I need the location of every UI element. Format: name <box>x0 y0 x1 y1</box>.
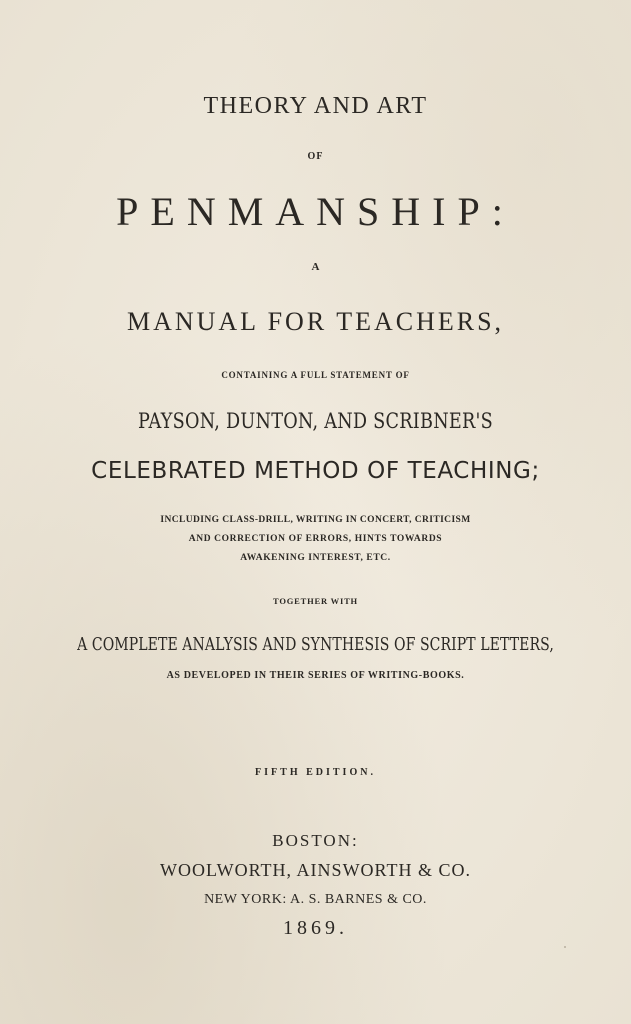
title-line-of: OF <box>307 151 324 162</box>
line-containing-statement: CONTAINING A FULL STATEMENT OF <box>221 370 410 380</box>
title-line-a: A <box>311 261 320 273</box>
imprint-new-york: NEW YORK: A. S. BARNES & CO. <box>204 892 427 907</box>
line-celebrated-method: CELEBRATED METHOD OF TEACHING; <box>91 458 540 484</box>
title-line-theory-and-art: THEORY AND ART <box>203 93 428 119</box>
line-together-with: TOGETHER WITH <box>273 596 358 606</box>
paper-speck <box>564 946 566 948</box>
imprint-year: 1869. <box>283 917 348 939</box>
edition-statement: FIFTH EDITION. <box>255 767 376 778</box>
line-as-developed: AS DEVELOPED IN THEIR SERIES OF WRITING-BOOKS. <box>166 670 465 681</box>
line-complete-analysis: A COMPLETE ANALYSIS AND SYNTHESIS OF SCRIPT LETTERS, <box>77 634 554 655</box>
main-title-penmanship: PENMANSHIP: <box>116 189 515 234</box>
imprint-publisher: WOOLWORTH, AINSWORTH & CO. <box>160 860 471 880</box>
imprint-city: BOSTON: <box>272 831 359 850</box>
line-authors: PAYSON, DUNTON, AND SCRIBNER'S <box>137 409 493 433</box>
includes-line-3: AWAKENING INTEREST, ETC. <box>240 553 391 563</box>
subtitle-manual-for-teachers: MANUAL FOR TEACHERS, <box>126 307 505 336</box>
includes-line-1: INCLUDING CLASS-DRILL, WRITING IN CONCERT, CRITICISM <box>160 515 471 525</box>
includes-line-2: AND CORRECTION OF ERRORS, HINTS TOWARDS <box>188 534 443 544</box>
